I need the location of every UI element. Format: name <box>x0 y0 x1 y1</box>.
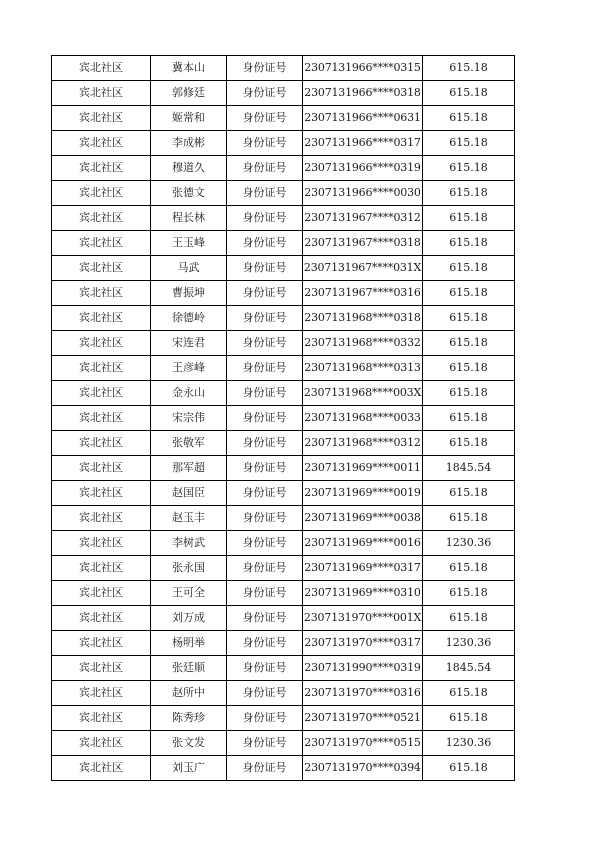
name-cell: 赵所中 <box>151 681 227 706</box>
id-number-cell: 2307131966****0318 <box>303 81 423 106</box>
name-cell: 杨明举 <box>151 631 227 656</box>
amount-cell: 615.18 <box>423 256 515 281</box>
table-row <box>52 256 515 281</box>
amount-cell: 615.18 <box>423 206 515 231</box>
community-cell: 宾北社区 <box>52 256 151 281</box>
community-cell: 宾北社区 <box>52 231 151 256</box>
table-row <box>52 181 515 206</box>
id-type-cell: 身份证号 <box>227 406 303 431</box>
id-type-cell: 身份证号 <box>227 256 303 281</box>
community-cell: 宾北社区 <box>52 631 151 656</box>
amount-cell: 615.18 <box>423 231 515 256</box>
id-number-cell: 2307131967****0312 <box>303 206 423 231</box>
community-cell: 宾北社区 <box>52 556 151 581</box>
id-number-cell: 2307131967****0316 <box>303 281 423 306</box>
id-type-cell: 身份证号 <box>227 206 303 231</box>
community-cell: 宾北社区 <box>52 406 151 431</box>
table-row <box>52 156 515 181</box>
name-cell: 曹振坤 <box>151 281 227 306</box>
table-row <box>52 406 515 431</box>
table-row <box>52 756 515 781</box>
community-cell: 宾北社区 <box>52 306 151 331</box>
community-cell: 宾北社区 <box>52 131 151 156</box>
amount-cell: 615.18 <box>423 681 515 706</box>
id-number-cell: 2307131969****0019 <box>303 481 423 506</box>
amount-cell: 615.18 <box>423 581 515 606</box>
id-number-cell: 2307131966****0319 <box>303 156 423 181</box>
name-cell: 赵玉丰 <box>151 506 227 531</box>
amount-cell: 1845.54 <box>423 456 515 481</box>
table-row <box>52 281 515 306</box>
id-type-cell: 身份证号 <box>227 481 303 506</box>
community-cell: 宾北社区 <box>52 181 151 206</box>
community-cell: 宾北社区 <box>52 81 151 106</box>
table-row <box>52 331 515 356</box>
id-type-cell: 身份证号 <box>227 731 303 756</box>
id-type-cell: 身份证号 <box>227 456 303 481</box>
id-number-cell: 2307131970****0394 <box>303 756 423 781</box>
community-cell: 宾北社区 <box>52 331 151 356</box>
id-number-cell: 2307131969****0016 <box>303 531 423 556</box>
amount-cell: 615.18 <box>423 56 515 81</box>
amount-cell: 615.18 <box>423 556 515 581</box>
id-type-cell: 身份证号 <box>227 431 303 456</box>
amount-cell: 615.18 <box>423 356 515 381</box>
table-row <box>52 456 515 481</box>
name-cell: 王玉峰 <box>151 231 227 256</box>
name-cell: 张廷顺 <box>151 656 227 681</box>
id-type-cell: 身份证号 <box>227 631 303 656</box>
community-cell: 宾北社区 <box>52 506 151 531</box>
name-cell: 冀本山 <box>151 56 227 81</box>
id-type-cell: 身份证号 <box>227 606 303 631</box>
id-number-cell: 2307131970****0316 <box>303 681 423 706</box>
name-cell: 张永国 <box>151 556 227 581</box>
community-cell: 宾北社区 <box>52 481 151 506</box>
table-row <box>52 481 515 506</box>
id-type-cell: 身份证号 <box>227 356 303 381</box>
name-cell: 张文发 <box>151 731 227 756</box>
amount-cell: 615.18 <box>423 181 515 206</box>
id-type-cell: 身份证号 <box>227 306 303 331</box>
amount-cell: 615.18 <box>423 706 515 731</box>
name-cell: 宋宗伟 <box>151 406 227 431</box>
amount-cell: 615.18 <box>423 131 515 156</box>
amount-cell: 615.18 <box>423 481 515 506</box>
amount-cell: 615.18 <box>423 331 515 356</box>
community-cell: 宾北社区 <box>52 206 151 231</box>
name-cell: 张德文 <box>151 181 227 206</box>
amount-cell: 615.18 <box>423 431 515 456</box>
id-number-cell: 2307131970****0521 <box>303 706 423 731</box>
table-row <box>52 381 515 406</box>
id-number-cell: 2307131968****0318 <box>303 306 423 331</box>
table-row <box>52 606 515 631</box>
community-cell: 宾北社区 <box>52 706 151 731</box>
name-cell: 张敬军 <box>151 431 227 456</box>
table-row <box>52 681 515 706</box>
id-number-cell: 2307131970****0515 <box>303 731 423 756</box>
community-cell: 宾北社区 <box>52 731 151 756</box>
id-type-cell: 身份证号 <box>227 506 303 531</box>
id-number-cell: 2307131966****0030 <box>303 181 423 206</box>
id-number-cell: 2307131968****0332 <box>303 331 423 356</box>
amount-cell: 615.18 <box>423 756 515 781</box>
amount-cell: 615.18 <box>423 281 515 306</box>
table-row <box>52 656 515 681</box>
roster-body <box>52 56 515 781</box>
id-type-cell: 身份证号 <box>227 656 303 681</box>
id-type-cell: 身份证号 <box>227 706 303 731</box>
id-type-cell: 身份证号 <box>227 581 303 606</box>
community-cell: 宾北社区 <box>52 106 151 131</box>
id-type-cell: 身份证号 <box>227 231 303 256</box>
amount-cell: 615.18 <box>423 81 515 106</box>
id-number-cell: 2307131968****003X <box>303 381 423 406</box>
name-cell: 陈秀珍 <box>151 706 227 731</box>
name-cell: 程长林 <box>151 206 227 231</box>
community-cell: 宾北社区 <box>52 356 151 381</box>
table-row <box>52 131 515 156</box>
amount-cell: 615.18 <box>423 156 515 181</box>
id-type-cell: 身份证号 <box>227 381 303 406</box>
id-type-cell: 身份证号 <box>227 56 303 81</box>
amount-cell: 615.18 <box>423 106 515 131</box>
table-row <box>52 706 515 731</box>
id-number-cell: 2307131968****0312 <box>303 431 423 456</box>
community-cell: 宾北社区 <box>52 156 151 181</box>
table-row <box>52 81 515 106</box>
table-row <box>52 431 515 456</box>
id-number-cell: 2307131966****0631 <box>303 106 423 131</box>
community-cell: 宾北社区 <box>52 606 151 631</box>
id-type-cell: 身份证号 <box>227 756 303 781</box>
id-type-cell: 身份证号 <box>227 531 303 556</box>
table-row <box>52 531 515 556</box>
id-number-cell: 2307131967****0318 <box>303 231 423 256</box>
community-cell: 宾北社区 <box>52 381 151 406</box>
table-row <box>52 581 515 606</box>
amount-cell: 615.18 <box>423 406 515 431</box>
community-cell: 宾北社区 <box>52 681 151 706</box>
id-number-cell: 2307131968****0033 <box>303 406 423 431</box>
table-row <box>52 631 515 656</box>
table-row <box>52 356 515 381</box>
id-number-cell: 2307131968****0313 <box>303 356 423 381</box>
name-cell: 姬常和 <box>151 106 227 131</box>
amount-cell: 1845.54 <box>423 656 515 681</box>
community-cell: 宾北社区 <box>52 531 151 556</box>
id-type-cell: 身份证号 <box>227 81 303 106</box>
id-type-cell: 身份证号 <box>227 281 303 306</box>
id-type-cell: 身份证号 <box>227 106 303 131</box>
amount-cell: 615.18 <box>423 506 515 531</box>
table-row <box>52 56 515 81</box>
id-number-cell: 2307131970****001X <box>303 606 423 631</box>
id-number-cell: 2307131970****0317 <box>303 631 423 656</box>
table-row <box>52 556 515 581</box>
community-cell: 宾北社区 <box>52 581 151 606</box>
community-cell: 宾北社区 <box>52 431 151 456</box>
name-cell: 刘万成 <box>151 606 227 631</box>
name-cell: 金永山 <box>151 381 227 406</box>
amount-cell: 1230.36 <box>423 731 515 756</box>
table-row <box>52 306 515 331</box>
id-number-cell: 2307131966****0315 <box>303 56 423 81</box>
name-cell: 王可全 <box>151 581 227 606</box>
amount-cell: 615.18 <box>423 306 515 331</box>
table-row <box>52 506 515 531</box>
id-number-cell: 2307131967****031X <box>303 256 423 281</box>
id-type-cell: 身份证号 <box>227 331 303 356</box>
name-cell: 赵国臣 <box>151 481 227 506</box>
community-cell: 宾北社区 <box>52 656 151 681</box>
name-cell: 李树武 <box>151 531 227 556</box>
id-number-cell: 2307131969****0310 <box>303 581 423 606</box>
table-row <box>52 206 515 231</box>
id-type-cell: 身份证号 <box>227 131 303 156</box>
roster-table <box>51 55 515 781</box>
name-cell: 宋连君 <box>151 331 227 356</box>
community-cell: 宾北社区 <box>52 456 151 481</box>
community-cell: 宾北社区 <box>52 756 151 781</box>
name-cell: 马武 <box>151 256 227 281</box>
id-type-cell: 身份证号 <box>227 156 303 181</box>
table-row <box>52 731 515 756</box>
community-cell: 宾北社区 <box>52 56 151 81</box>
id-type-cell: 身份证号 <box>227 181 303 206</box>
id-number-cell: 2307131966****0317 <box>303 131 423 156</box>
name-cell: 刘玉广 <box>151 756 227 781</box>
name-cell: 那军超 <box>151 456 227 481</box>
table-row <box>52 231 515 256</box>
id-number-cell: 2307131969****0011 <box>303 456 423 481</box>
name-cell: 王彦峰 <box>151 356 227 381</box>
community-cell: 宾北社区 <box>52 281 151 306</box>
id-number-cell: 2307131990****0319 <box>303 656 423 681</box>
name-cell: 徐德岭 <box>151 306 227 331</box>
amount-cell: 1230.36 <box>423 631 515 656</box>
name-cell: 李成彬 <box>151 131 227 156</box>
id-type-cell: 身份证号 <box>227 556 303 581</box>
name-cell: 穆道久 <box>151 156 227 181</box>
amount-cell: 615.18 <box>423 606 515 631</box>
table-row <box>52 106 515 131</box>
amount-cell: 615.18 <box>423 381 515 406</box>
id-number-cell: 2307131969****0038 <box>303 506 423 531</box>
name-cell: 郭修廷 <box>151 81 227 106</box>
id-number-cell: 2307131969****0317 <box>303 556 423 581</box>
id-type-cell: 身份证号 <box>227 681 303 706</box>
amount-cell: 1230.36 <box>423 531 515 556</box>
